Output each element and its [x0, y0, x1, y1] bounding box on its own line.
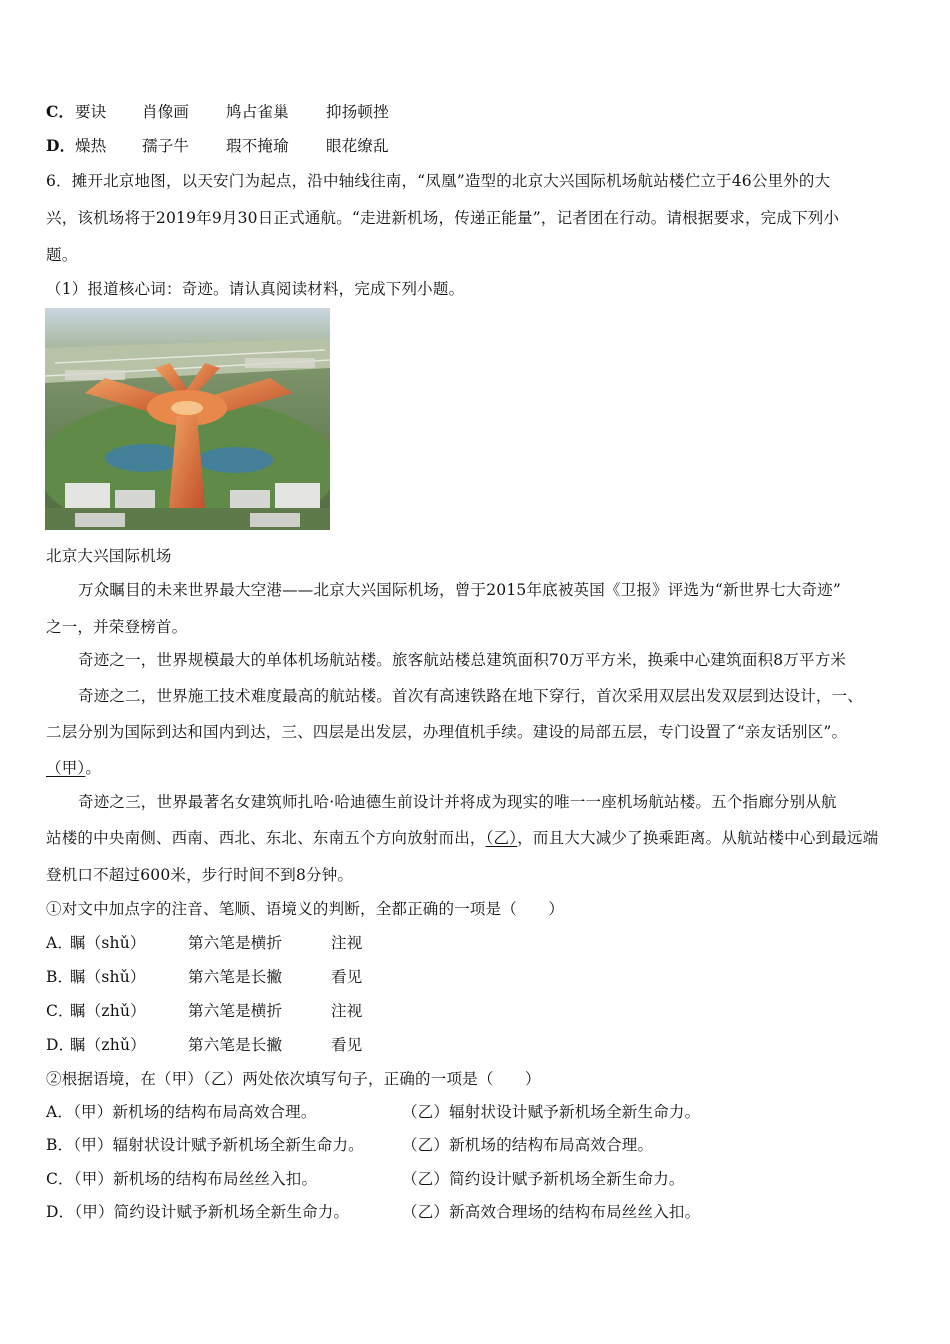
option-stroke: 第六笔是横折: [188, 1002, 283, 1020]
option-meaning: 看见: [331, 968, 363, 986]
option-item: 瑕不掩瑜: [226, 137, 289, 155]
passage-line: 登机口不超过600米，步行时间不到8分钟。: [46, 866, 354, 884]
passage-text: 站楼的中央南侧、西南、西北、东北、东南五个方向放射而出，: [46, 829, 486, 847]
passage-line: 奇迹之一，世界规模最大的单体机场航站楼。旅客航站楼总建筑面积70万平方米，换乘中心建筑面积8万平方米: [78, 651, 847, 669]
passage-line: 之一，并荣登榜首。: [46, 618, 188, 636]
q2-option-b: [46, 1135, 906, 1155]
option-letter: A．: [46, 934, 74, 952]
option-item: 抑扬顿挫: [326, 103, 389, 121]
question-6-line: 题。: [46, 246, 78, 264]
passage-text: ，而且大大减少了换乘距离。从航站楼中心到最远端: [517, 829, 879, 847]
option-left: C．（甲）新机场的结构布局丝丝入扣。: [46, 1170, 318, 1188]
question-2-stem: ②根据语境，在（甲）（乙）两处依次填写句子，正确的一项是（ ）: [46, 1070, 541, 1088]
passage-line: [46, 828, 878, 848]
photo-caption: 北京大兴国际机场: [46, 547, 172, 565]
option-char: 瞩（zhǔ）: [70, 1036, 146, 1054]
option-meaning: 注视: [331, 1002, 363, 1020]
option-char: 瞩（zhǔ）: [70, 1002, 146, 1020]
option-item: 燥热: [75, 137, 107, 155]
passage-line: 二层分别为国际到达和国内到达，三、四层是出发层，办理值机手续。建设的局部五层，专门设置了“亲友话别区”。: [46, 723, 848, 741]
q1-option-c: [46, 1001, 446, 1021]
option-item: 眼花缭乱: [326, 137, 389, 155]
option-letter: B．: [46, 968, 74, 986]
option-letter: D．: [46, 1036, 75, 1054]
passage-line: 奇迹之三，世界最著名女建筑师扎哈·哈迪德生前设计并将成为现实的唯一一座机场航站楼。五个指廊分别从航: [78, 793, 837, 811]
sub-question-1: （1）报道核心词：奇迹。请认真阅读材料，完成下列小题。: [46, 280, 465, 298]
option-right: （乙）辐射状设计赋予新机场全新生命力。: [402, 1103, 701, 1121]
q1-option-a: [46, 933, 446, 953]
option-letter: C．: [46, 1002, 74, 1020]
q1-option-d: [46, 1035, 446, 1055]
option-row-d: [46, 136, 546, 156]
option-item: 鸠占雀巢: [226, 103, 289, 121]
option-right: （乙）新机场的结构布局高效合理。: [402, 1136, 654, 1154]
q2-option-c: [46, 1169, 906, 1189]
option-item: 肖像画: [142, 103, 190, 121]
option-stroke: 第六笔是长撇: [188, 1036, 283, 1054]
option-meaning: 注视: [331, 934, 363, 952]
option-meaning: 看见: [331, 1036, 363, 1054]
option-stroke: 第六笔是长撇: [188, 968, 283, 986]
question-1-stem: ①对文中加点字的注音、笔顺、语境义的判断，全都正确的一项是（ ）: [46, 900, 565, 918]
option-letter: D．: [46, 136, 76, 155]
option-left: A．（甲）新机场的结构布局高效合理。: [46, 1103, 317, 1121]
option-row-c: [46, 102, 546, 122]
option-right: （乙）简约设计赋予新机场全新生命力。: [402, 1170, 685, 1188]
blank-jia: （甲）: [46, 759, 86, 777]
option-letter: C．: [46, 102, 75, 121]
q1-option-b: [46, 967, 446, 987]
option-item: 要诀: [75, 103, 107, 121]
option-char: 瞩（shǔ）: [70, 968, 146, 986]
passage-line: 奇迹之二，世界施工技术难度最高的航站楼。首次有高速铁路在地下穿行，首次采用双层出发双层到达设计，一、: [78, 687, 864, 705]
question-6-line: 6．摊开北京地图，以天安门为起点，沿中轴线往南，“凤凰”造型的北京大兴国际机场航站楼伫立于46公里外的大: [46, 172, 831, 190]
passage-text: 。: [85, 759, 102, 777]
option-item: 孺子牛: [142, 137, 190, 155]
airport-photo: [45, 308, 330, 530]
option-left: D．（甲）简约设计赋予新机场全新生命力。: [46, 1203, 350, 1221]
blank-yi: （乙）: [485, 829, 518, 847]
option-left: B．（甲）辐射状设计赋予新机场全新生命力。: [46, 1136, 364, 1154]
passage-line: 万众瞩目的未来世界最大空港——北京大兴国际机场，曾于2015年底被英国《卫报》评选为“新世界七大奇迹”: [78, 581, 841, 599]
q2-option-a: [46, 1102, 906, 1122]
option-right: （乙）新高效合理场的结构布局丝丝入扣。: [402, 1203, 701, 1221]
option-stroke: 第六笔是横折: [188, 934, 283, 952]
q2-option-d: [46, 1202, 906, 1222]
option-char: 瞩（shǔ）: [70, 934, 146, 952]
question-6-line: 兴，该机场将于2019年9月30日正式通航。“走进新机场，传递正能量”，记者团在行动。请根据要求，完成下列小: [46, 209, 840, 227]
passage-line: [46, 758, 101, 778]
